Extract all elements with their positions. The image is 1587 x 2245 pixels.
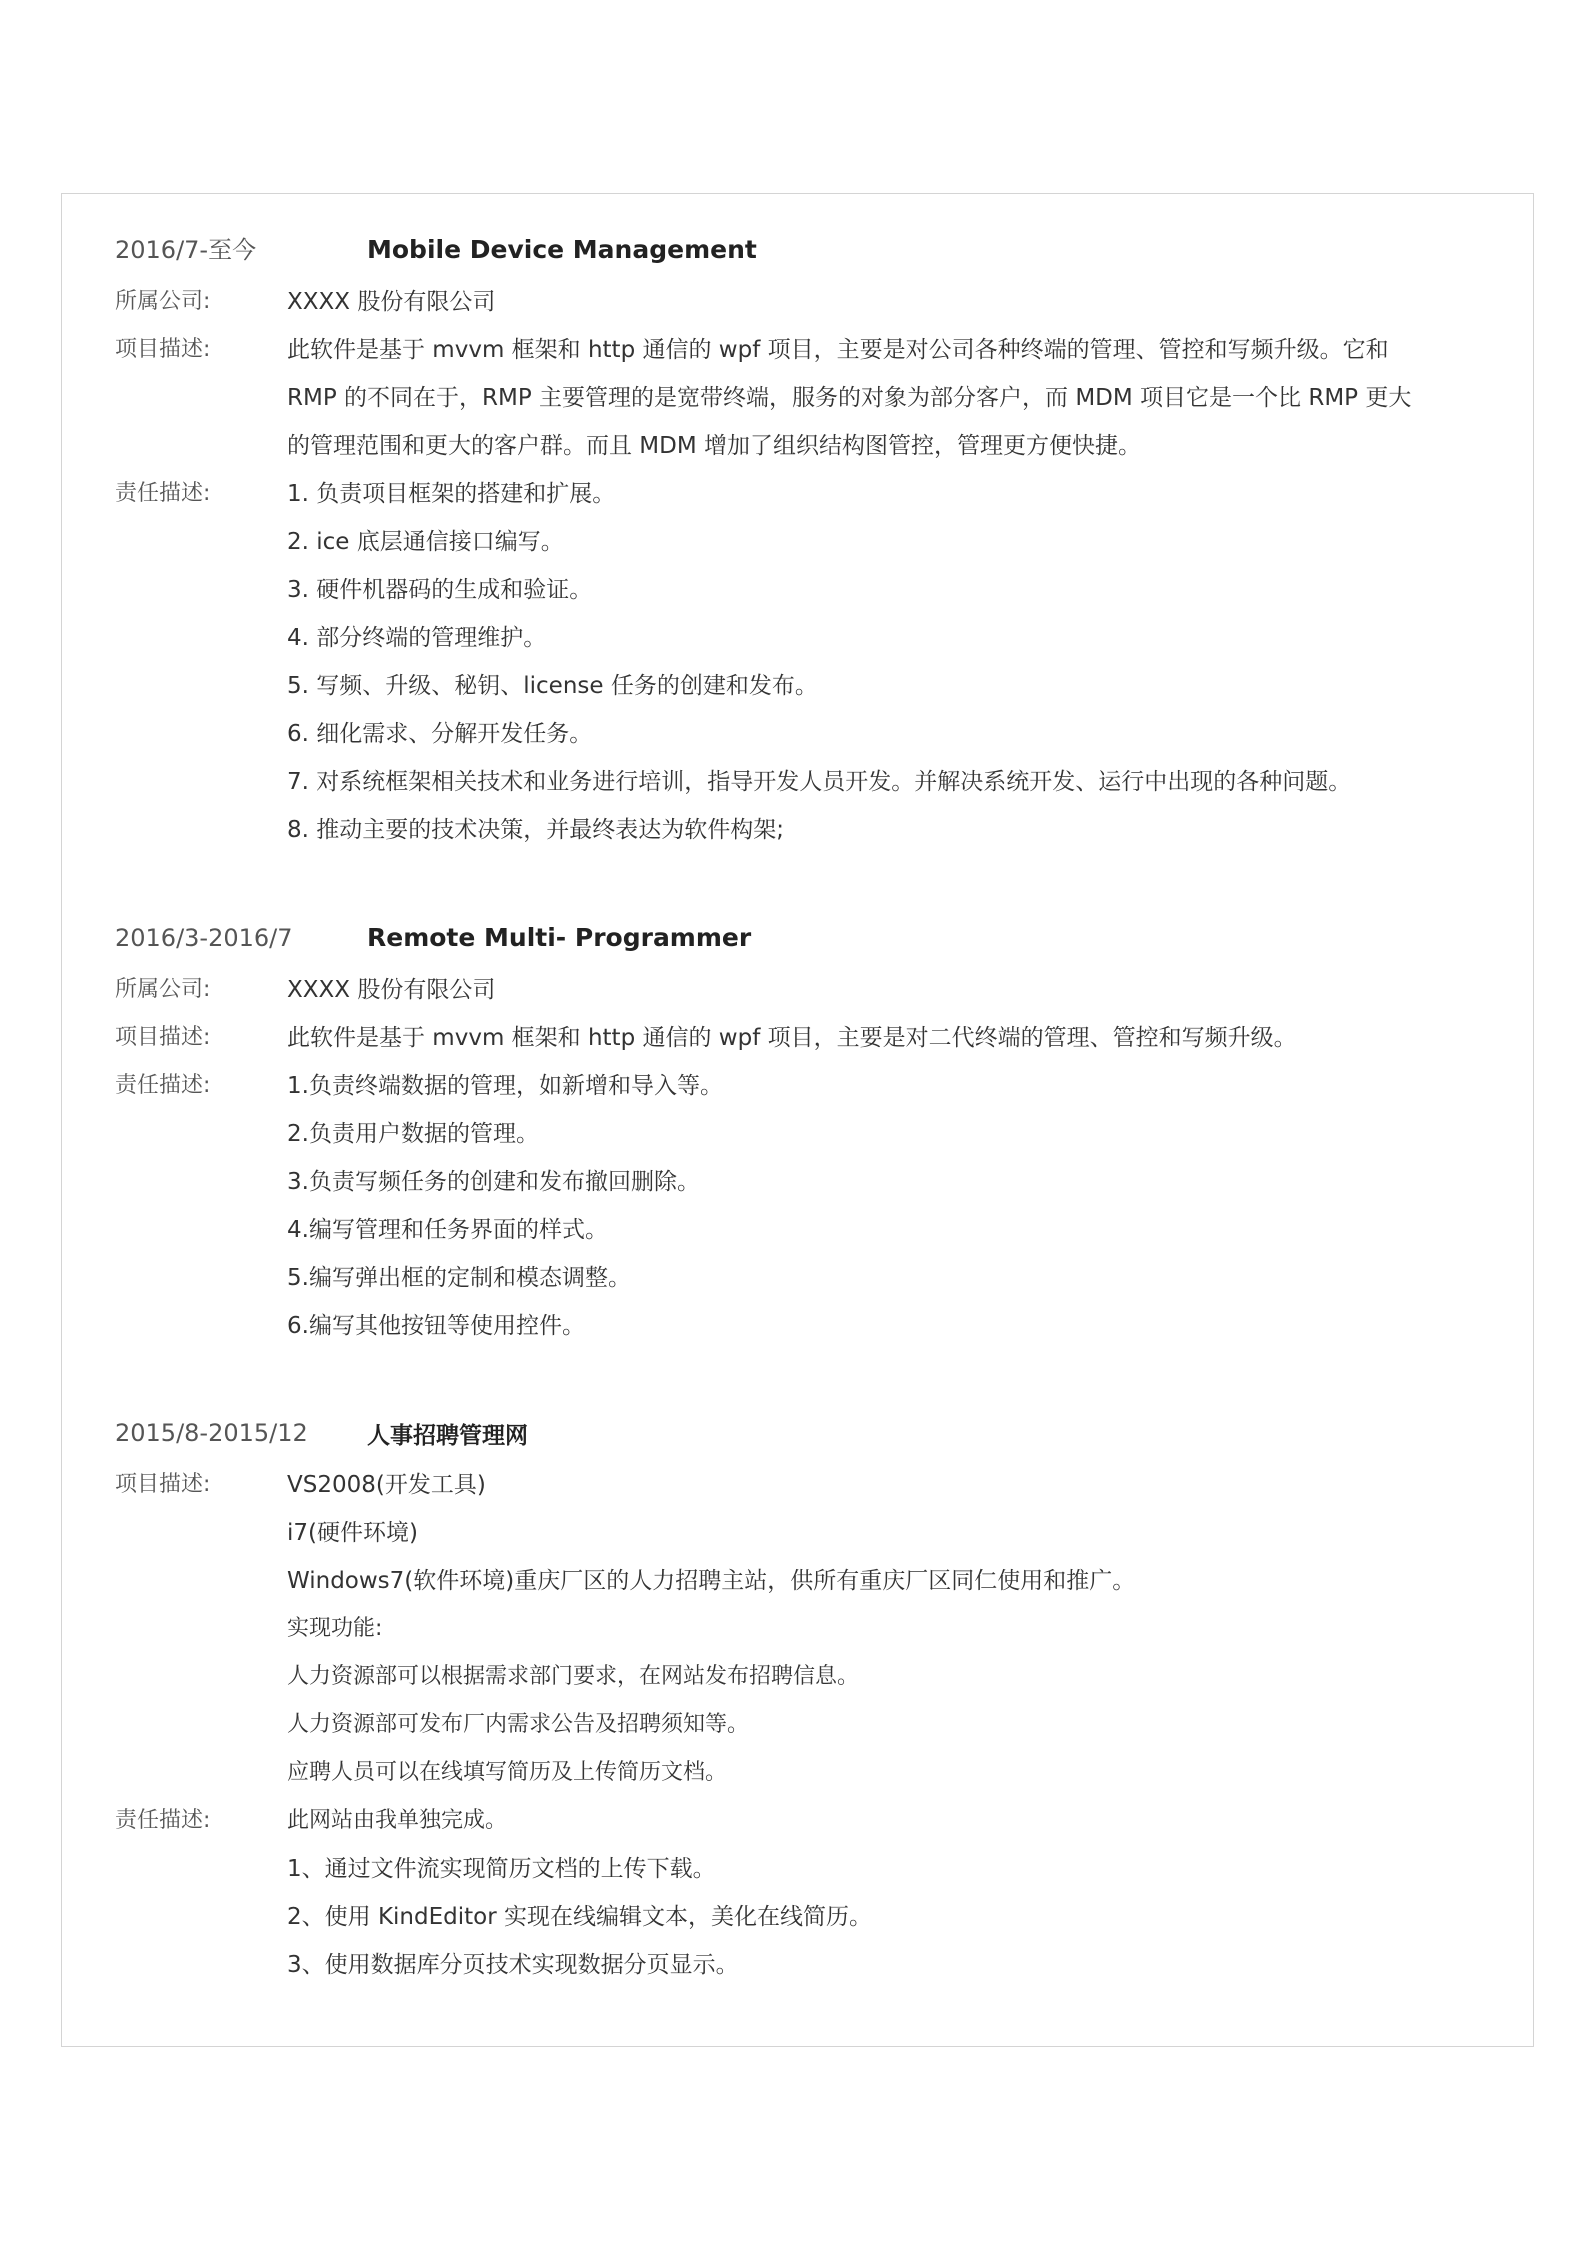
duty-item: 7. 对系统框架相关技术和业务进行培训，指导开发人员开发。并解决系统开发、运行中出现的各种问题。 (287, 769, 1352, 795)
duty-label: 责任描述: (115, 1073, 211, 1098)
project-date: 2016/3-2016/7 (115, 924, 293, 952)
duty-item: 3、使用数据库分页技术实现数据分页显示。 (287, 1952, 739, 1978)
duty-item: 3. 硬件机器码的生成和验证。 (287, 577, 593, 603)
description-label: 项目描述: (115, 1472, 211, 1497)
duty-item: 8. 推动主要的技术决策，并最终表达为软件构架; (287, 817, 785, 843)
duty-item: 3.负责写频任务的创建和发布撤回删除。 (287, 1169, 700, 1195)
company-label: 所属公司: (115, 289, 211, 314)
duty-item: 5. 写频、升级、秘钥、license 任务的创建和发布。 (287, 673, 818, 699)
description-line: Windows7(软件环境)重庆厂区的人力招聘主站，供所有重庆厂区同仁使用和推广。 (287, 1568, 1136, 1594)
project-entry (115, 1413, 1475, 1989)
duty-item: 6. 细化需求、分解开发任务。 (287, 721, 593, 747)
duty-row (115, 1062, 1475, 1350)
duty-item: 4. 部分终端的管理维护。 (287, 625, 547, 651)
duty-label: 责任描述: (115, 1808, 211, 1833)
company-value: XXXX 股份有限公司 (287, 289, 496, 315)
project-header (115, 918, 1475, 966)
description-line: i7(硬件环境) (287, 1520, 418, 1546)
description-text (287, 1461, 1475, 1797)
project-entry (115, 918, 1475, 1350)
description-line: 人力资源部可以根据需求部门要求，在网站发布招聘信息。 (287, 1664, 860, 1689)
description-text (287, 1014, 1475, 1062)
duty-list (287, 470, 1475, 854)
company-row (115, 966, 1475, 1014)
duty-list (287, 1062, 1475, 1350)
company-value: XXXX 股份有限公司 (287, 977, 496, 1003)
project-header (115, 230, 1475, 278)
description-text (287, 326, 1475, 470)
duty-row (115, 1797, 1475, 1989)
description-line: RMP 的不同在于，RMP 主要管理的是宽带终端，服务的对象为部分客户，而 MDM 项目它是一个比 RMP 更大 (287, 385, 1412, 411)
project-name: Remote Multi- Programmer (367, 923, 752, 952)
project-entry (115, 230, 1475, 854)
duty-label: 责任描述: (115, 481, 211, 506)
duty-item: 此网站由我单独完成。 (287, 1808, 508, 1833)
duty-item: 2. ice 底层通信接口编写。 (287, 529, 564, 555)
project-name: 人事招聘管理网 (367, 1423, 528, 1449)
project-date: 2015/8-2015/12 (115, 1419, 308, 1447)
duty-row (115, 470, 1475, 854)
duty-item: 5.编写弹出框的定制和模态调整。 (287, 1265, 631, 1291)
description-label: 项目描述: (115, 1025, 211, 1050)
project-name: Mobile Device Management (367, 235, 757, 264)
description-line: VS2008(开发工具) (287, 1472, 486, 1498)
duty-item: 4.编写管理和任务界面的样式。 (287, 1217, 608, 1243)
description-line: 应聘人员可以在线填写简历及上传简历文档。 (287, 1760, 728, 1785)
duty-item: 1、通过文件流实现简历文档的上传下载。 (287, 1856, 716, 1882)
duty-item: 6.编写其他按钮等使用控件。 (287, 1313, 585, 1339)
duty-list (287, 1797, 1475, 1989)
duty-item: 2、使用 KindEditor 实现在线编辑文本，美化在线简历。 (287, 1904, 872, 1930)
description-line: 的管理范围和更大的客户群。而且 MDM 增加了组织结构图管控，管理更方便快捷。 (287, 433, 1142, 459)
company-row (115, 278, 1475, 326)
description-line: 人力资源部可发布厂内需求公告及招聘须知等。 (287, 1712, 750, 1737)
description-line: 此软件是基于 mvvm 框架和 http 通信的 wpf 项目，主要是对公司各种终端的管理、管控和写频升级。它和 (287, 337, 1389, 363)
description-row (115, 326, 1475, 470)
duty-item: 2.负责用户数据的管理。 (287, 1121, 539, 1147)
description-row (115, 1461, 1475, 1797)
description-label: 项目描述: (115, 337, 211, 362)
duty-item: 1.负责终端数据的管理，如新增和导入等。 (287, 1073, 723, 1099)
company-label: 所属公司: (115, 977, 211, 1002)
description-row (115, 1014, 1475, 1062)
description-line: 实现功能: (287, 1616, 383, 1641)
project-date: 2016/7-至今 (115, 236, 257, 264)
duty-item: 1. 负责项目框架的搭建和扩展。 (287, 481, 616, 507)
project-header (115, 1413, 1475, 1461)
description-line: 此软件是基于 mvvm 框架和 http 通信的 wpf 项目，主要是对二代终端的管理、管控和写频升级。 (287, 1025, 1297, 1051)
